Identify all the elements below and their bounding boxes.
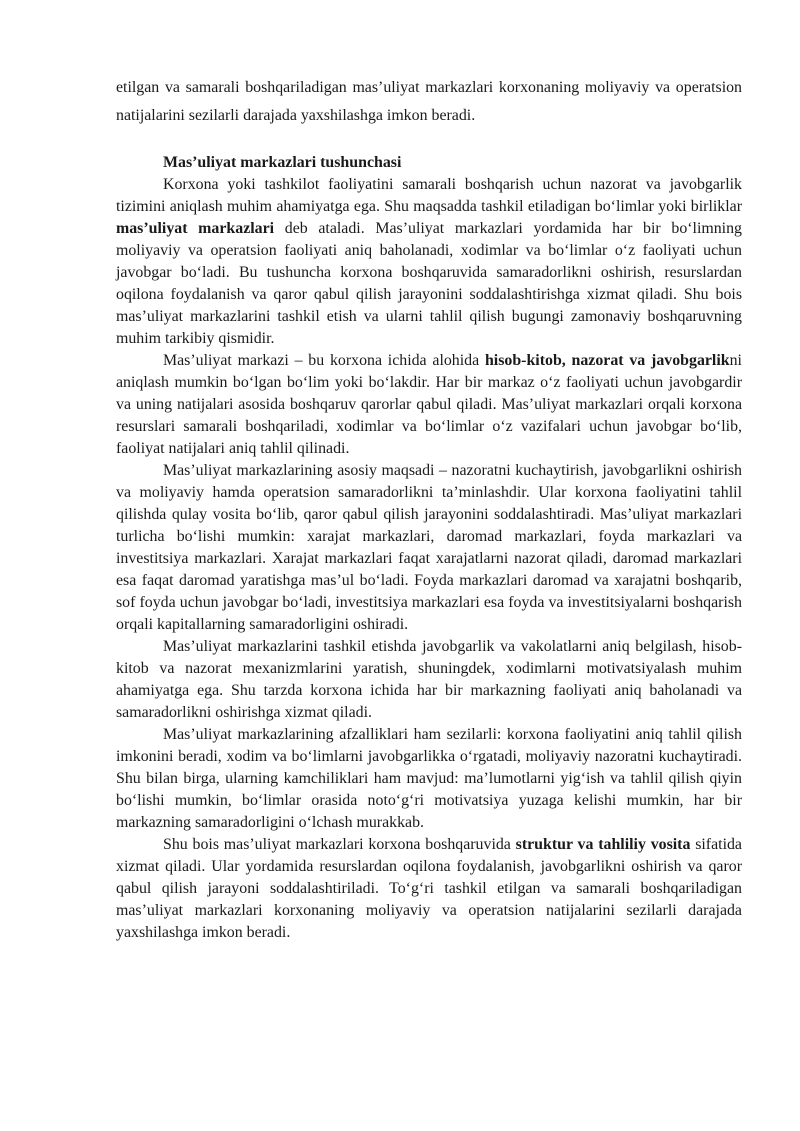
lead-paragraph: etilgan va samarali boshqariladigan mas’uliyat markazlari korxonaning moliyaviy va operatsion natijalarini sezilarli darajada yaxshilashga imkon beradi. [116,79,742,124]
bold-term: hisob-kitob, nazorat va javobgarlik [484,352,730,369]
paragraph-definition [116,174,742,350]
paragraph-pros-cons: Mas’uliyat markazlarining afzalliklari ham sezilarli: korxona faoliyatini aniq tahlil qilish imkonini beradi, xodim va bo‘limlarni javobgarlikka o‘rgatadi, moliyaviy nazoratni kuchaytiradi. Shu bilan birga, ularning kamchiliklari ham mavjud: ma’lumotlarni yig‘ish va tahlil qilish qiyin bo‘lishi mumkin, bo‘limlar orasida noto‘g‘ri motivatsiya yuzaga kelishi mumkin, har bir markazning samaradorligini o‘lchash murakkab. [116,726,742,831]
bold-term: struktur va tahliliy vosita [515,836,691,853]
paragraph-text: ni aniqlash mumkin bo‘lgan bo‘lim yoki bo‘lakdir. Har bir markaz o‘z faoliyati uchun javobgardir va uning natijalari asosida boshqaruv qarorlar qabul qiladi. Mas’uliyat markazlari orqali korxona resurslari samarali boshqariladi, xodimlar va bo‘limlar o‘z vazifalari uchun javobgar bo‘lib, faoliyat natijalari aniq tahlil qilinadi. [116,352,742,457]
paragraph-text: Mas’uliyat markazi – bu korxona ichida alohida [163,352,485,369]
paragraph-text: deb ataladi. Mas’uliyat markazlari yordamida har bir bo‘limning moliyaviy va operatsion faoliyati aniq baholanadi, xodimlar va bo‘limlar o‘z faoliyati uchun javobgar bo‘ladi. Bu tushuncha korxona boshqaruvida samaradorlikni oshirish, resurslardan oqilona foydalanish va qaror qabul qilish jarayonini soddalashtirishga xizmat qiladi. Shu bois mas’uliyat markazlarini tashkil etish va ularni tahlil qilish bugungi zamonaviy boshqaruvning muhim tarkibiy qismidir. [116,220,742,347]
section-heading: Mas’uliyat markazlari tushunchasi [163,154,402,171]
paragraph-organization: Mas’uliyat markazlarini tashkil etishda javobgarlik va vakolatlarni aniq belgilash, hisob-kitob va nazorat mexanizmlarini yaratish, shuningdek, xodimlarni motivatsiyalash muhim ahamiyatga ega. Shu tarzda korxona ichida har bir markazning faoliyati aniq baholanadi va samaradorlikni oshirishga xizmat qiladi. [116,638,742,721]
bold-term: mas’uliyat markazlari [116,220,275,237]
paragraph-text: Korxona yoki tashkilot faoliyatini samarali boshqarish uchun nazorat va javobgarlik tizimini aniqlash muhim ahamiyatga ega. Shu maqsadda tashkil etiladigan bo‘limlar yoki birliklar [116,176,742,215]
paragraph-concept [116,350,742,460]
paragraph-text: Shu bois mas’uliyat markazlari korxona boshqaruvida [163,836,516,853]
paragraph-goals: Mas’uliyat markazlarining asosiy maqsadi – nazoratni kuchaytirish, javobgarlikni oshirish va moliyaviy hamda operatsion samaradorlikni ta’minlashdir. Ular korxona faoliyatini tahlil qilishda qulay vosita bo‘lib, qaror qabul qilish jarayonini soddalashtiradi. Mas’uliyat markazlari turlicha bo‘lishi mumkin: xarajat markazlari, daromad markazlari, foyda markazlari va investitsiya markazlari. Xarajat markazlari faqat xarajatlarni nazorat qiladi, daromad markazlari esa faqat daromad yaratishga mas’ul bo‘ladi. Foyda markazlari daromad va xarajatni boshqarib, sof foyda uchun javobgar bo‘ladi, investitsiya markazlari esa foyda va investitsiyalarni boshqarish orqali kapitallarning samaradorligini oshiradi. [116,462,742,633]
paragraph-conclusion [116,834,742,944]
paragraph-text: sifatida xizmat qiladi. Ular yordamida resurslardan oqilona foydalanish, javobgarlikni oshirish va qaror qabul qilish jarayoni soddalashtiriladi. To‘g‘ri tashkil etilgan va samarali boshqariladigan mas’uliyat markazlari korxonaning moliyaviy va operatsion natijalarini sezilarli darajada yaxshilashga imkon beradi. [116,836,742,941]
